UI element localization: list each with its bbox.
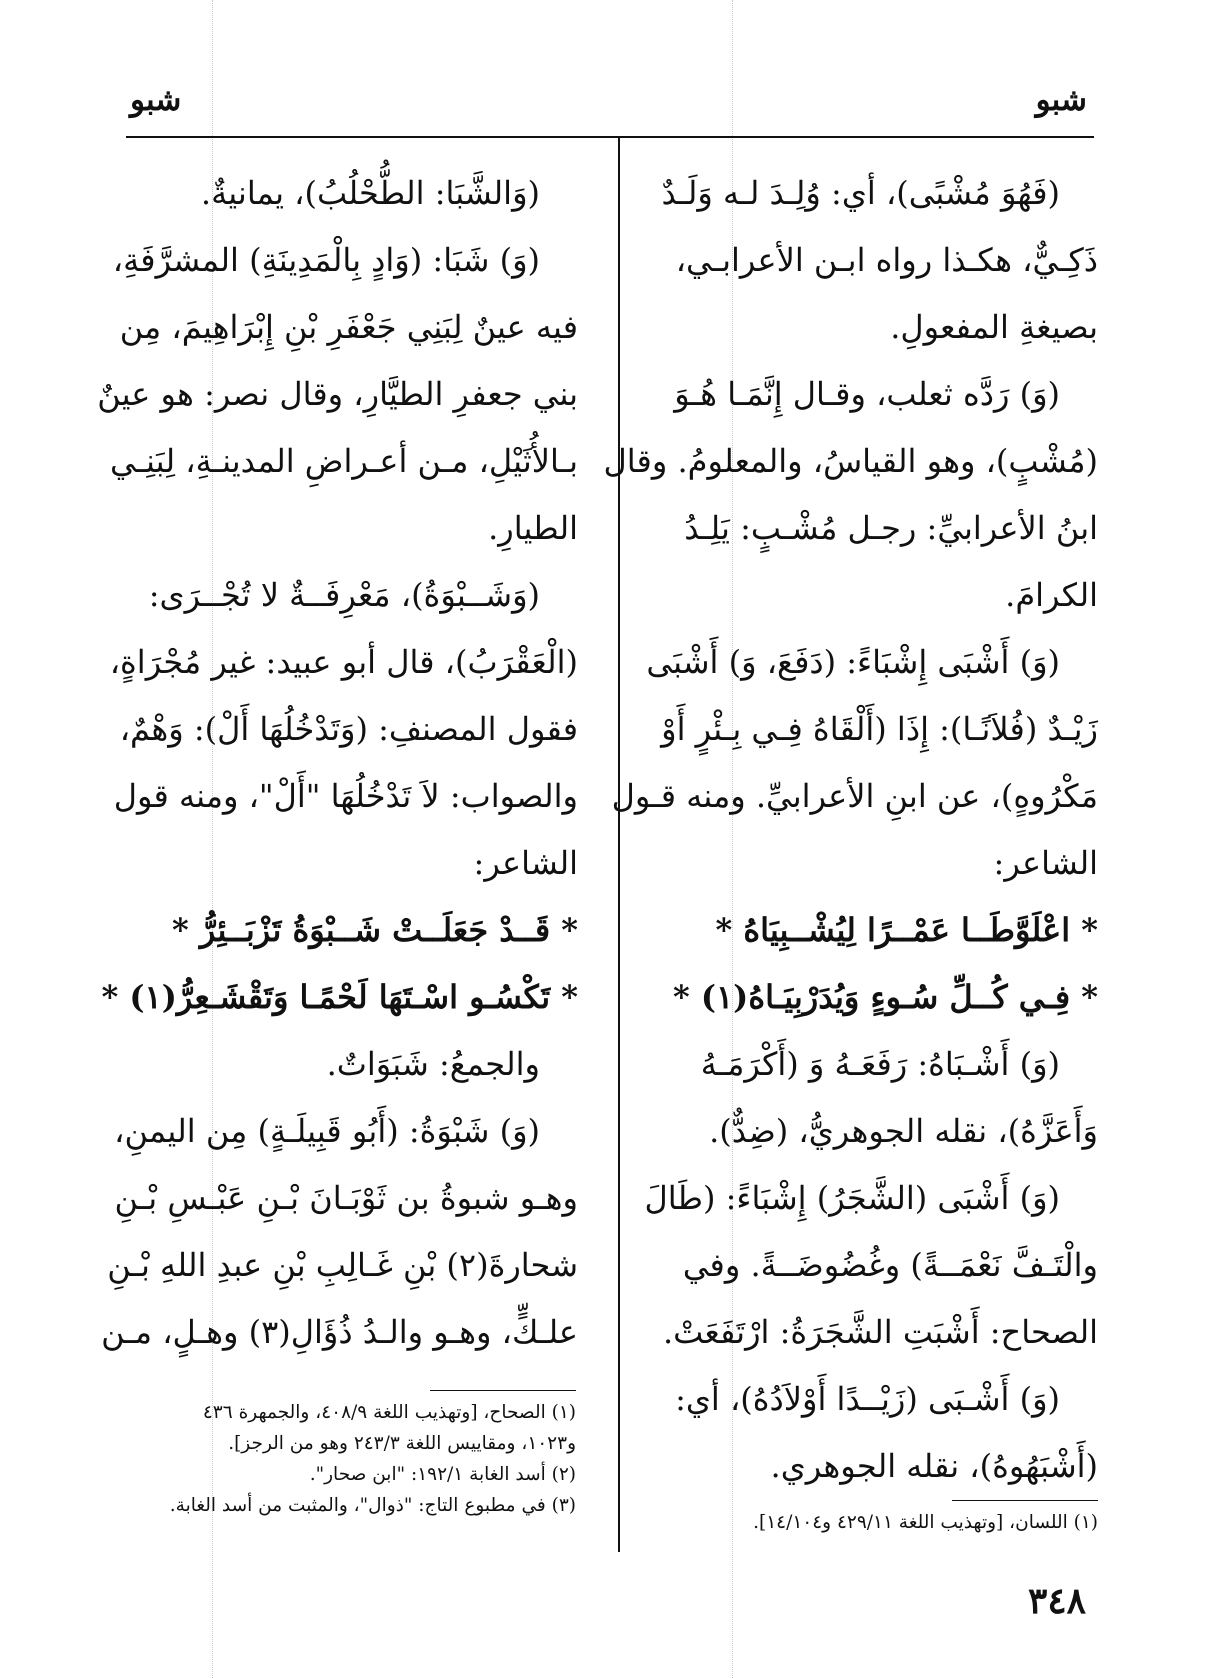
text-line: شحارةَ(٢) بْنِ غَـالِبِ بْنِ عبدِ اللهِ بْـنِ bbox=[107, 1246, 578, 1284]
text-line: فقول المصنفِ: (وَتَدْخُلُهَا أَلْ): وَهْمٌ، bbox=[119, 710, 578, 748]
text-line: (وَ) أَشْـبَاهُ: رَفَعَـهُ وَ (أَكْرَمَـهُ bbox=[700, 1045, 1060, 1083]
text-line: (وَ) أَشْـبَى (زَيْــدًا أَوْلاَدُهُ)، أي: bbox=[675, 1380, 1060, 1418]
text-line: (وَ) أَشْبَى إِشْبَاءً: (دَفَعَ، وَ) أَشْبَى bbox=[646, 643, 1060, 681]
text-line: ابنُ الأعرابيِّ: رجـل مُشْـبٍ: يَلِـدُ bbox=[684, 509, 1098, 547]
text-line: والصواب: لاَ تَدْخُلُهَا "أَلْ"، ومنه قول bbox=[113, 777, 578, 815]
text-line: وهـو شبوةُ بن ثَوْبَـانَ بْـنِ عَبْـسِ بْـنِ bbox=[114, 1179, 578, 1217]
footnote-line: و١٠٢٣، ومقاييس اللغة ٢٤٣/٣ وهو من الرجز]. bbox=[228, 1433, 576, 1454]
text-line: (مُشْبٍ)، وهو القياسُ، والمعلومُ. وقال bbox=[603, 442, 1098, 480]
footnote-line: (٣) في مطبوع التاج: "ذوال"، والمثبت من أسد الغابة. bbox=[169, 1495, 576, 1516]
text-line: الشاعر: bbox=[993, 844, 1098, 882]
text-line: (وَ) شَبْوَةُ: (أَبُو قَبِيلَـةٍ) مِن اليمنِ، bbox=[114, 1112, 540, 1150]
verse-line: * فِـي كُــلِّ سُـوءٍ وَيُدَرْبِيَـاهُ(١) * bbox=[672, 978, 1098, 1016]
text-line: والْتَـفَّ نَعْمَــةً) وغُضُوضَــةً. وفي bbox=[682, 1246, 1098, 1284]
verse-line: * تَكْسُـو اسْـتَهَا لَحْمًـا وَتَقْشَـعِرُّ(١) * bbox=[101, 978, 578, 1016]
text-line: الطيارِ. bbox=[488, 509, 578, 547]
text-line: ذَكِـيٌّ، هكـذا رواه ابـن الأعرابـي، bbox=[675, 241, 1098, 279]
running-header-right: شبو bbox=[1035, 82, 1087, 118]
text-line: الشاعر: bbox=[473, 844, 578, 882]
text-line: بـالأُثَيْلِ، مـن أعـراضِ المدينـةِ، لِبَنِـي bbox=[109, 442, 578, 480]
page-number: ٣٤٨ bbox=[1028, 1580, 1087, 1622]
text-line: فيه عينٌ لِبَنِي جَعْفَرِ بْنِ إِبْرَاهِيمَ، مِن bbox=[119, 308, 578, 346]
text-line: الكرامَ. bbox=[1005, 576, 1098, 614]
text-line: (وَالشَّبَا: الطُّحْلُبُ)، يمانيةٌ. bbox=[200, 174, 540, 212]
text-line: (وَ) شَبَا: (وَادٍ بِالْمَدِينَةِ) المشرَّفَةِ، bbox=[112, 241, 540, 279]
text-line: (وَ) رَدَّه ثعلب، وقـال إِنَّمَـا هُـوَ bbox=[674, 375, 1060, 413]
footnote-rule-left bbox=[430, 1390, 576, 1391]
running-header-left: شبو bbox=[130, 82, 182, 118]
left-column bbox=[97, 160, 578, 1366]
column-divider bbox=[618, 137, 620, 1552]
text-line: مَكْرُوهٍ)، عن ابنِ الأعرابيِّ. ومنه قـول bbox=[611, 777, 1098, 815]
text-line: بني جعفرِ الطيَّارِ، وقال نصر: هو عينٌ bbox=[97, 375, 578, 413]
text-line: والجمعُ: شَبَوَاتٌ. bbox=[326, 1045, 540, 1083]
text-line: (وَشَــبْوَةُ)، مَعْرِفَــةٌ لا تُجْــرَى: bbox=[148, 576, 540, 614]
header-rule bbox=[126, 136, 1094, 138]
text-line: الصحاح: أَشْبَتِ الشَّجَرَةُ: ارْتَفَعَتْ. bbox=[662, 1313, 1098, 1351]
text-line: (الْعَقْرَبُ)، قال أبو عبيد: غير مُجْرَاةٍ، bbox=[109, 643, 578, 681]
text-line: علـكٍّ، وهـو والـدُ ذُؤَالِ(٣) وهـلٍ، مـن bbox=[101, 1313, 578, 1351]
footnote-line: (٢) أسد الغابة ١٩٢/١: "ابن صحار". bbox=[309, 1464, 576, 1485]
right-column bbox=[603, 160, 1098, 1500]
verse-line: * اعْلَوَّطَــا عَمْــرًا لِيُشْــبِيَاهُ * bbox=[715, 911, 1098, 949]
text-line: وَأَعَزَّهُ)، نقله الجوهريُّ، (ضِدٌّ). bbox=[709, 1112, 1098, 1150]
footnote-rule-right bbox=[952, 1500, 1098, 1501]
text-line: (وَ) أَشْبَى (الشَّجَرُ) إِشْبَاءً: (طَالَ bbox=[644, 1179, 1060, 1217]
text-line: (أَشْبَهُوهُ)، نقله الجوهري. bbox=[770, 1447, 1098, 1485]
text-line: بصيغةِ المفعولِ. bbox=[890, 308, 1098, 346]
footnote-line: (١) اللسان، [وتهذيب اللغة ٤٢٩/١١ و١٤/١٠٤]. bbox=[753, 1512, 1098, 1533]
footnote-line: (١) الصحاح، [وتهذيب اللغة ٤٠٨/٩، والجمهرة ٤٣٦ bbox=[202, 1402, 576, 1423]
verse-line: * قَــدْ جَعَلَــتْ شَــبْوَةُ تَزْبَــئِرُّ * bbox=[171, 911, 578, 949]
text-line: (فَهُوَ مُشْبًى)، أي: وُلِـدَ لـه وَلَـدٌ bbox=[661, 174, 1060, 212]
text-line: زَيْـدٌ (فُلاَنًـا): إِذَا (أَلْقَاهُ فِـي بِـئْرٍ أَوْ bbox=[661, 710, 1098, 748]
